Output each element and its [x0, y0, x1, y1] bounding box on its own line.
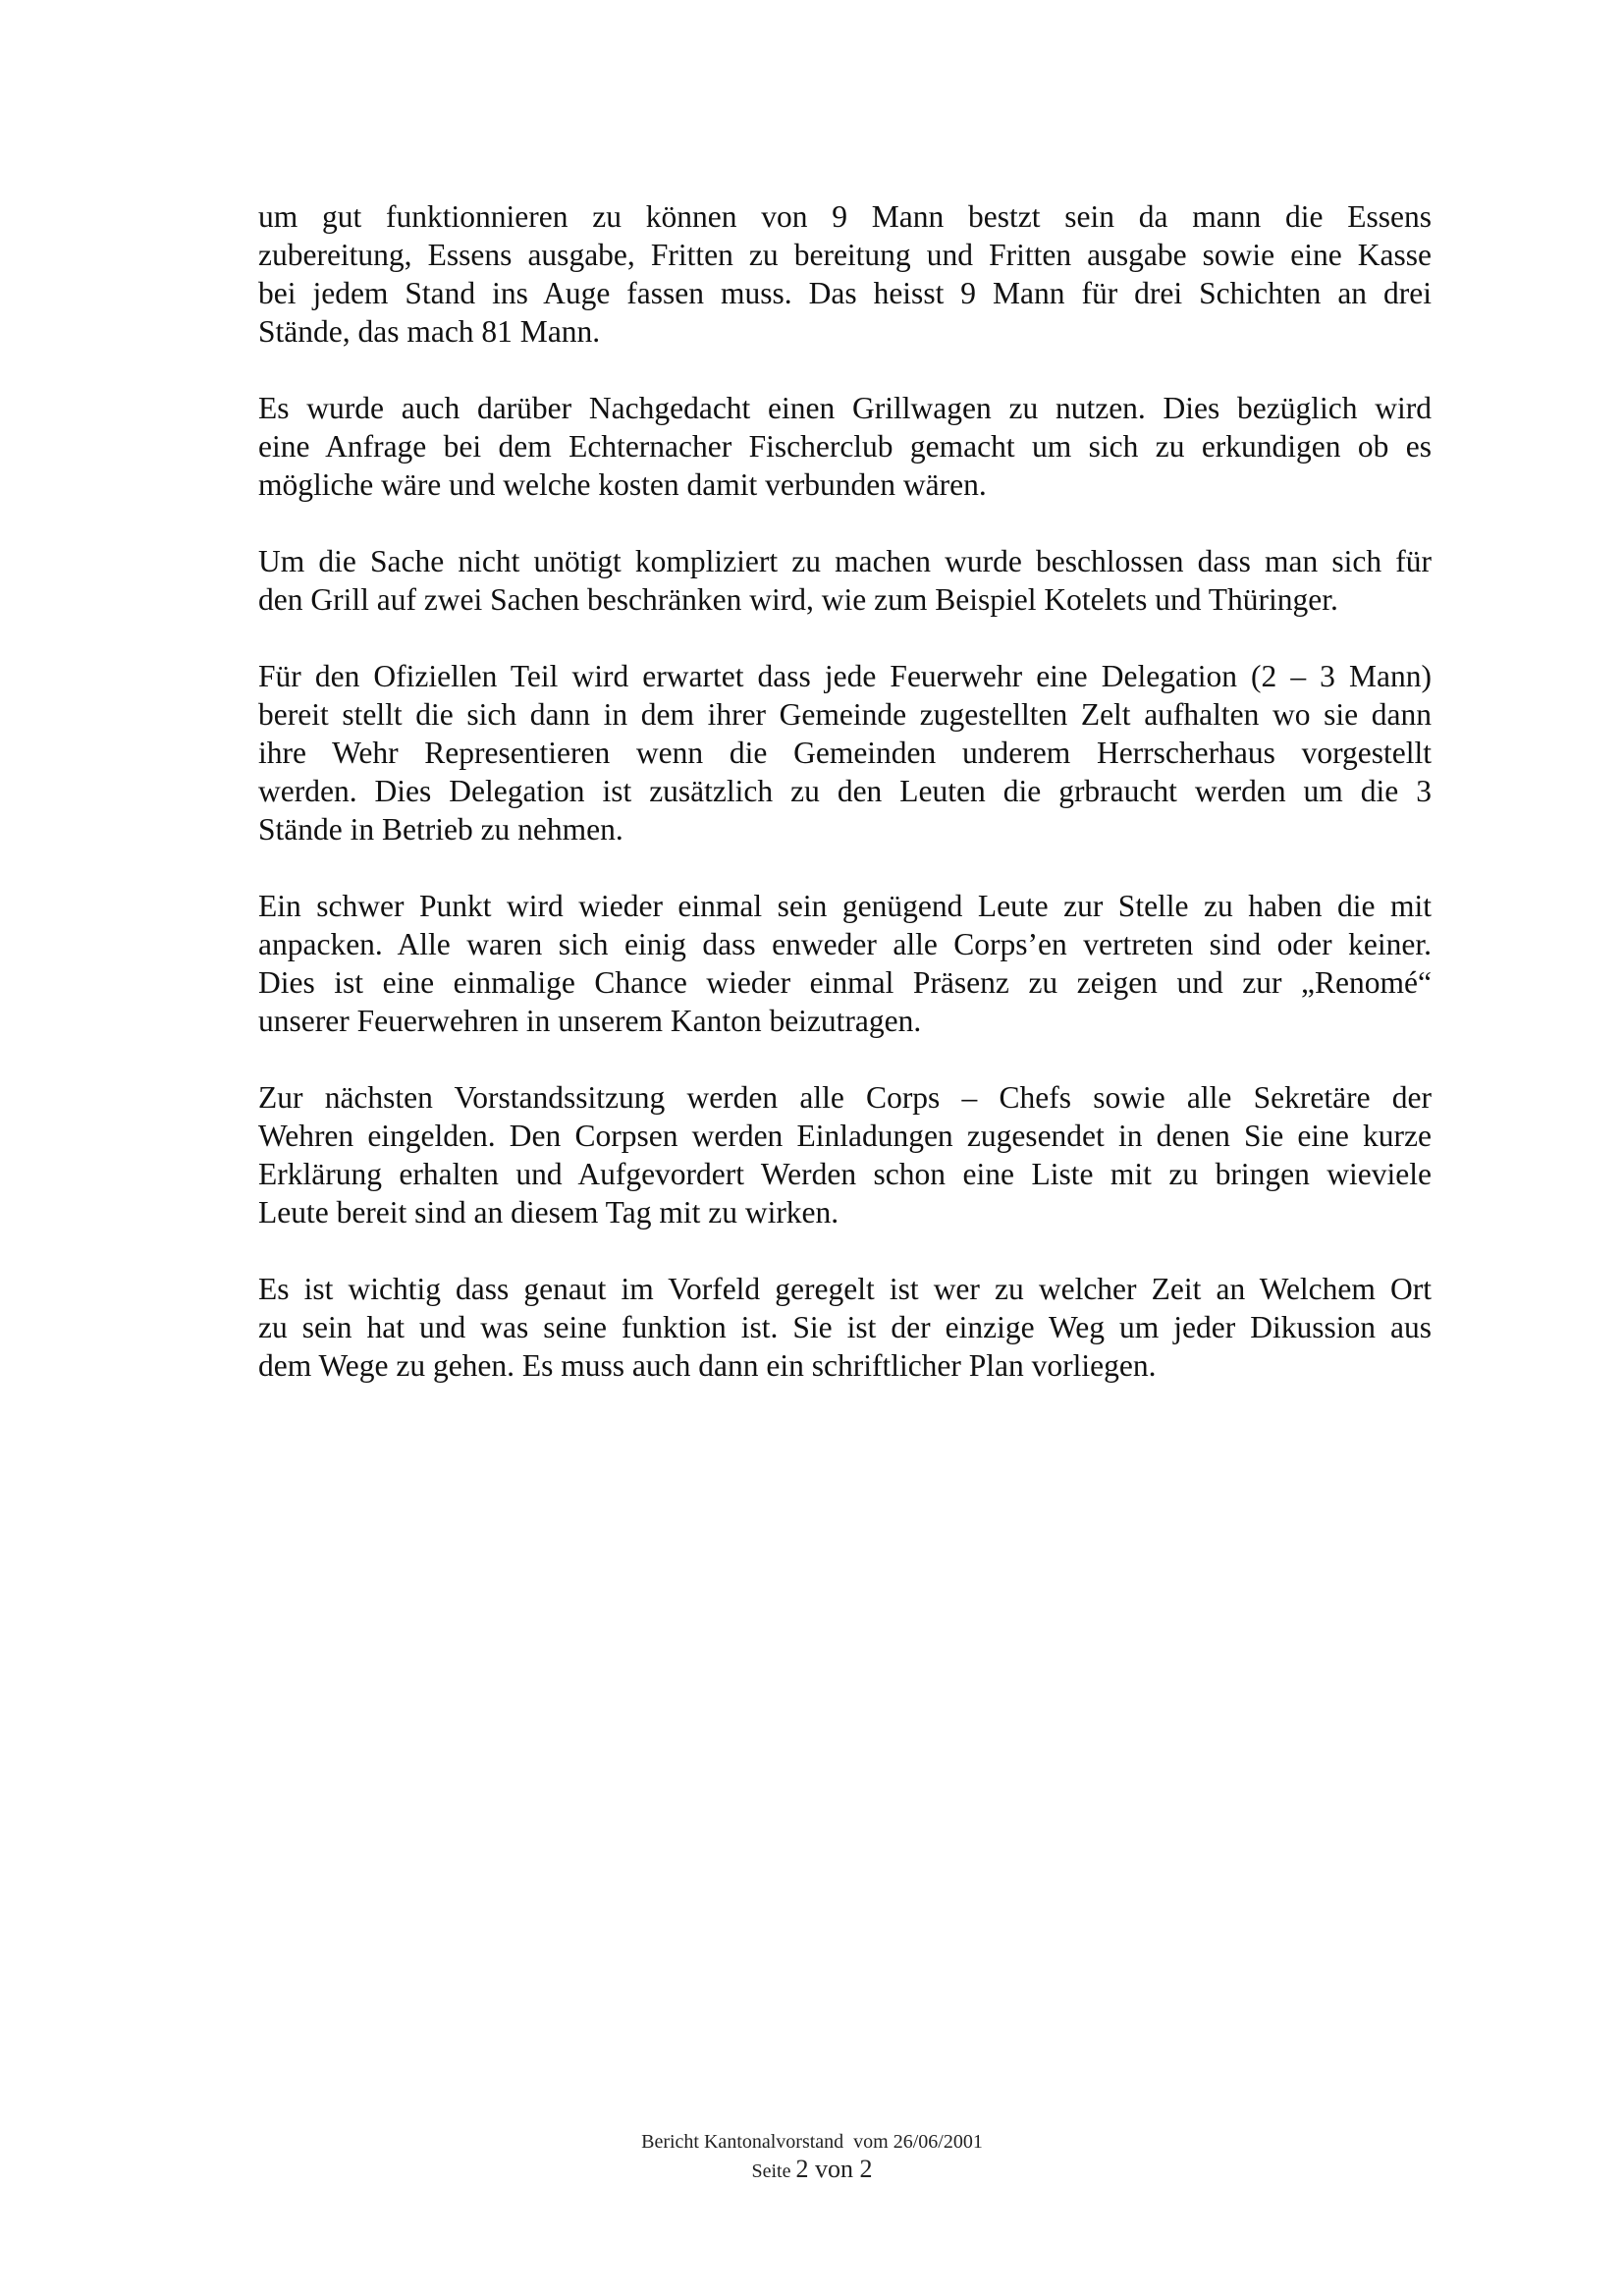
- text-line: dem Wege zu gehen. Es muss auch dann ein schriftlicher Plan vorliegen.: [258, 1348, 1157, 1383]
- paragraph-planning: [258, 1270, 1432, 1385]
- text-line: Ein schwer Punkt wird wieder einmal sein genügend Leute zur Stelle zu haben die mit: [258, 889, 1432, 923]
- page-mid: von: [808, 2155, 860, 2183]
- text-line: Es ist wichtig dass genaut im Vorfeld geregelt ist wer zu welcher Zeit an Welchem Ort: [258, 1272, 1432, 1306]
- text-line: zu sein hat und was seine funktion ist. Sie ist der einzige Weg um jeder Dikussion aus: [258, 1310, 1432, 1344]
- page-footer: [0, 2128, 1624, 2185]
- text-line: ihre Wehr Representieren wenn die Gemeinden underem Herrscherhaus vorgestellt: [258, 736, 1432, 770]
- text-line: Um die Sache nicht unötigt kompliziert zu machen wurde beschlossen dass man sich für: [258, 544, 1432, 578]
- text-line: Wehren eingelden. Den Corpsen werden Einladungen zugesendet in denen Sie eine kurze: [258, 1119, 1432, 1153]
- text-line: Für den Ofiziellen Teil wird erwartet dass jede Feuerwehr eine Delegation (2 – 3 Mann): [258, 659, 1432, 693]
- text-line: bereit stellt die sich dann in dem ihrer Gemeinde zugestellten Zelt aufhalten wo sie dann: [258, 697, 1432, 732]
- text-line: werden. Dies Delegation ist zusätzlich zu den Leuten die grbraucht werden um die 3: [258, 774, 1432, 808]
- text-line: um gut funktionnieren zu können von 9 Mann bestzt sein da mann die Essens: [258, 199, 1432, 234]
- total-pages: 2: [859, 2155, 873, 2183]
- footer-page-number: [0, 2156, 1624, 2185]
- text-line: mögliche wäre und welche kosten damit verbunden wären.: [258, 467, 987, 502]
- paragraph-next-meeting: [258, 1078, 1432, 1231]
- paragraph-grillwagen: [258, 389, 1432, 504]
- page-prefix: Seite: [751, 2160, 796, 2182]
- text-line: zubereitung, Essens ausgabe, Fritten zu bereitung und Fritten ausgabe sowie eine Kasse: [258, 238, 1432, 272]
- text-line: unserer Feuerwehren in unserem Kanton beizutragen.: [258, 1004, 922, 1038]
- paragraph-staffing: [258, 197, 1432, 351]
- text-line: Stände, das mach 81 Mann.: [258, 314, 601, 349]
- text-line: eine Anfrage bei dem Echternacher Fischerclub gemacht um sich zu erkundigen ob es: [258, 429, 1432, 464]
- paragraph-official-part: [258, 657, 1432, 848]
- text-line: Erklärung erhalten und Aufgevordert Werden schon eine Liste mit zu bringen wieviele: [258, 1157, 1432, 1191]
- paragraph-volunteers: [258, 887, 1432, 1040]
- text-line: bei jedem Stand ins Auge fassen muss. Das heisst 9 Mann für drei Schichten an drei: [258, 276, 1432, 310]
- footer-report-title: Bericht Kantonalvorstand vom 26/06/2001: [641, 2131, 983, 2153]
- text-line: Es wurde auch darüber Nachgedacht einen Grillwagen zu nutzen. Dies bezüglich wird: [258, 391, 1432, 425]
- text-line: Stände in Betrieb zu nehmen.: [258, 812, 623, 847]
- text-line: den Grill auf zwei Sachen beschränken wird, wie zum Beispiel Kotelets und Thüringer.: [258, 582, 1338, 617]
- current-page: 2: [795, 2155, 809, 2183]
- paragraph-grill-menu: [258, 542, 1432, 619]
- document-body: [258, 197, 1432, 1385]
- text-line: anpacken. Alle waren sich einig dass enweder alle Corps’en vertreten sind oder keiner.: [258, 927, 1432, 961]
- text-line: Dies ist eine einmalige Chance wieder einmal Präsenz zu zeigen und zur „Renomé“: [258, 965, 1432, 1000]
- text-line: Leute bereit sind an diesem Tag mit zu wirken.: [258, 1195, 839, 1230]
- text-line: Zur nächsten Vorstandssitzung werden alle Corps – Chefs sowie alle Sekretäre der: [258, 1080, 1432, 1115]
